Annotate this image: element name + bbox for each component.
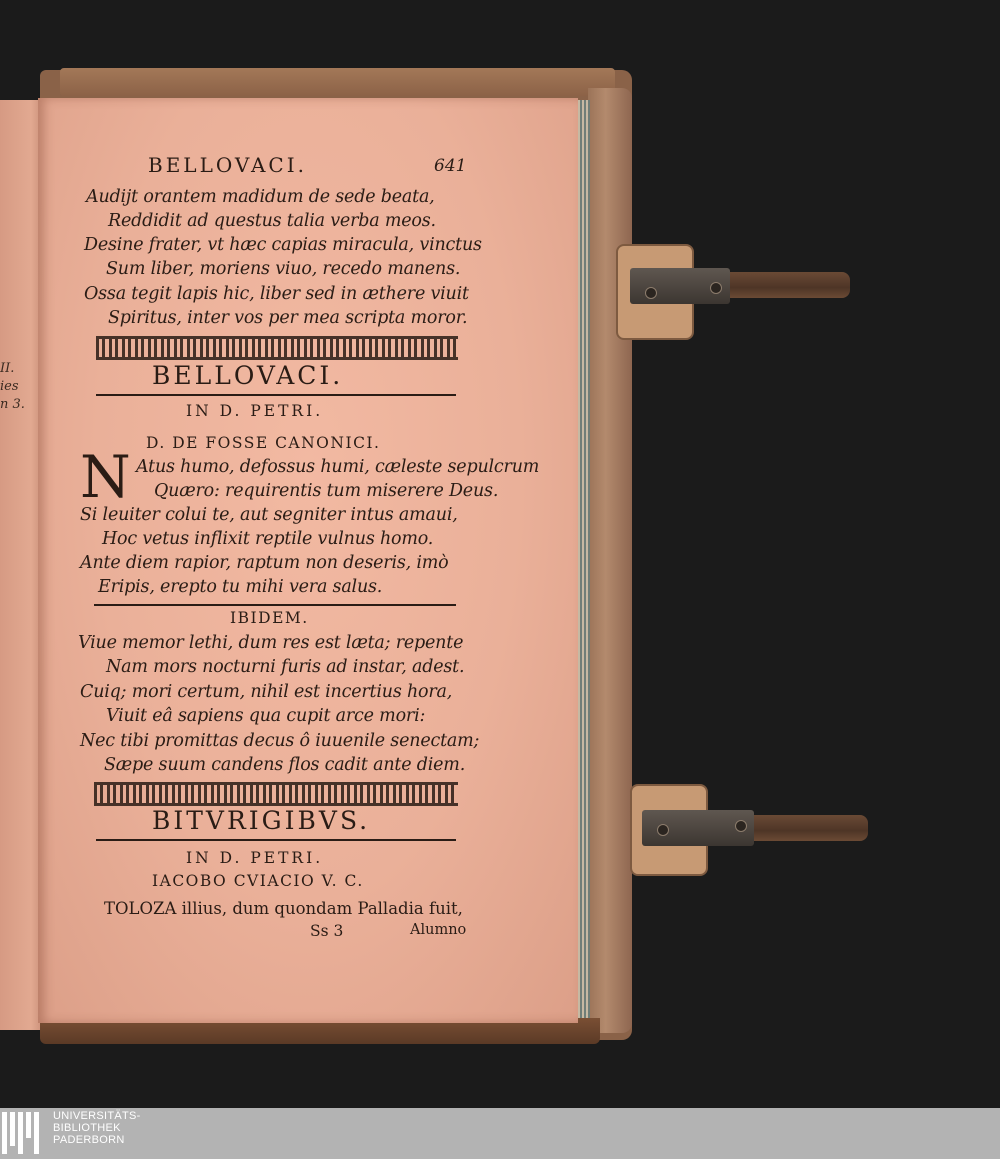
ornament-band: [96, 336, 458, 360]
verse-line: Quæro: requirentis tum miserere Deus.: [154, 481, 499, 501]
verse-line: Ossa tegit lapis hic, liber sed in æthere viuit: [84, 284, 469, 304]
verse-line: Nec tibi promittas decus ô iuuenile senectam;: [80, 731, 480, 751]
verse-line: Viue memor lethi, dum res est læta; repente: [78, 633, 464, 653]
left-fragment: n 3.: [0, 397, 25, 412]
verse-line: Audijt orantem madidum de sede beata,: [86, 187, 435, 207]
library-logo-icon: [2, 1112, 44, 1154]
left-fragment: II.: [0, 361, 15, 376]
section-title: BELLOVACI.: [152, 361, 344, 390]
verse-line: Viuit eâ sapiens qua cupit arce mori:: [106, 706, 426, 726]
page-number: 641: [434, 156, 467, 176]
body-line: TOLOZA illius, dum quondam Palladia fuit,: [104, 899, 463, 918]
verse-line: Si leuiter colui te, aut segniter intus amaui,: [80, 505, 458, 525]
verse-line: Ante diem rapior, raptum non deseris, imò: [80, 553, 449, 573]
drop-capital: N: [80, 443, 131, 511]
left-fragment: ies: [0, 379, 19, 394]
verse-line: Atus humo, defossus humi, cæleste sepulcrum: [136, 457, 540, 477]
footer-text-line: BIBLIOTHEK: [53, 1122, 121, 1134]
section-subtitle: IN D. PETRI.: [186, 849, 324, 867]
verse-line: Spiritus, inter vos per mea scripta moror.: [108, 308, 468, 328]
section-title: BITVRIGIBVS.: [152, 806, 371, 835]
verse-line: Nam mors nocturni furis ad instar, adest.: [106, 657, 465, 677]
verse-line: Sum liber, moriens viuo, recedo manens.: [106, 259, 461, 279]
left-page-fragments: [0, 360, 30, 414]
catchword: Alumno: [410, 922, 467, 938]
section-subtitle: IN D. PETRI.: [186, 402, 324, 420]
verse-line: Eripis, erepto tu mihi vera salus.: [98, 577, 383, 597]
book-cover-top-edge: [60, 68, 615, 96]
verse-line: Hoc vetus inflixit reptile vulnus homo.: [102, 529, 434, 549]
ornament-band: [94, 782, 458, 806]
footer-text-line: UNIVERSITÄTS-: [53, 1110, 141, 1122]
signature-mark: Ss 3: [310, 922, 344, 940]
footer-text-line: PADERBORN: [53, 1134, 125, 1146]
section-subtitle: D. DE FOSSE CANONICI.: [146, 434, 381, 452]
verse-line: Cuiq; mori certum, nihil est incertius hora,: [80, 682, 453, 702]
running-head: BELLOVACI.: [148, 153, 307, 177]
section-subtitle: IACOBO CVIACIO V. C.: [152, 872, 364, 890]
ibidem-heading: IBIDEM.: [230, 609, 309, 627]
library-footer-bar: [0, 1108, 1000, 1159]
verse-line: Reddidit ad questus talia verba meos.: [108, 211, 436, 231]
verse-line: Desine frater, vt hæc capias miracula, vinctus: [84, 235, 482, 255]
section-rule: [96, 839, 456, 841]
verse-line: Sæpe suum candens flos cadit ante diem.: [104, 755, 466, 775]
book-cover-fore-edge: [588, 88, 632, 1033]
section-rule: [96, 394, 456, 396]
section-rule: [94, 604, 456, 606]
